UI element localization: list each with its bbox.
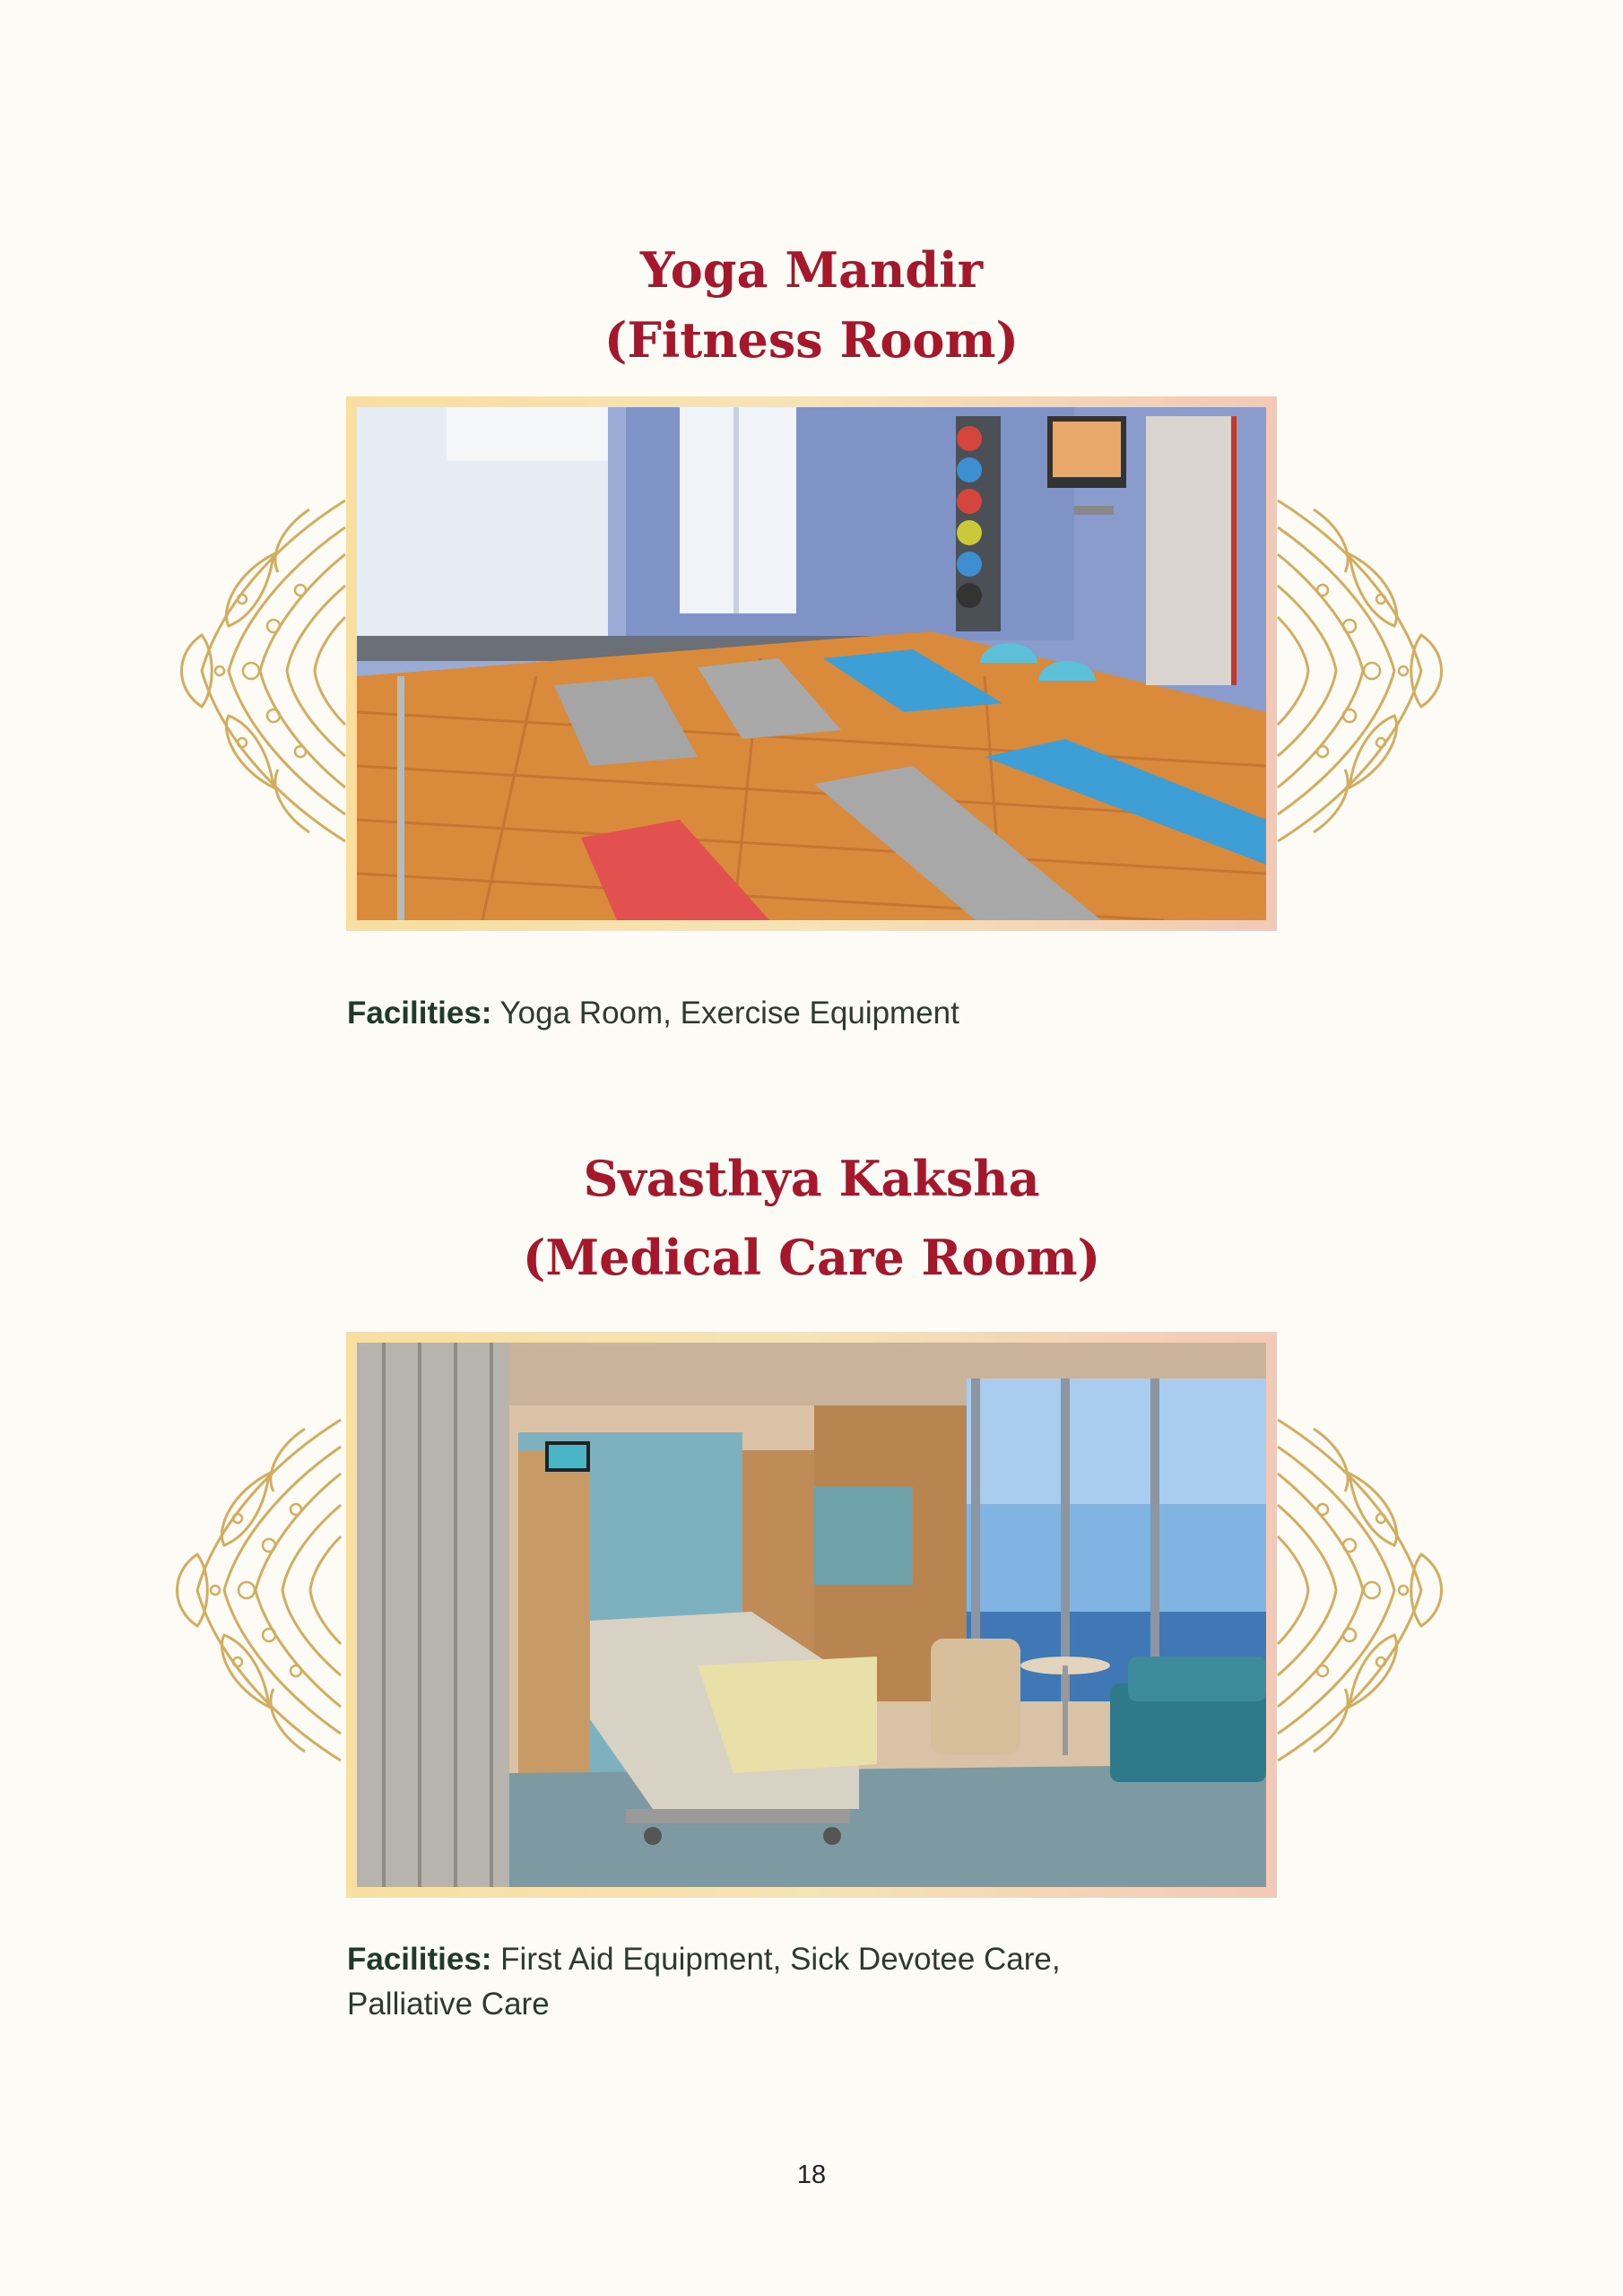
section-2-title-line2: (Medical Care Room) (522, 1229, 1101, 1286)
section-2-facilities (347, 1937, 1208, 2027)
mandala-left-ornament (161, 1411, 350, 1770)
section-2-facilities-label: Facilities: (347, 1942, 492, 1977)
fitness-room-photo-frame (346, 396, 1277, 931)
section-2-facilities-text-line2: Palliative Care (347, 1987, 550, 2022)
section-2-facilities-text: First Aid Equipment, Sick Devotee Care, (491, 1942, 1061, 1977)
medical-care-room-photo (357, 1343, 1266, 1887)
section-2-title-line1: Svasthya Kaksha (583, 1150, 1040, 1207)
page-number: 18 (796, 2161, 827, 2189)
section-1-facilities-label: Facilities: (347, 996, 492, 1031)
fitness-room-photo (357, 407, 1266, 920)
section-1-title-line1: Yoga Mandir (639, 241, 984, 299)
mandala-right-ornament (1269, 491, 1457, 850)
section-1-facilities-text: Yoga Room, Exercise Equipment (491, 996, 959, 1031)
section-1-title-line2: (Fitness Room) (603, 311, 1020, 369)
section-2-title (0, 1139, 1623, 1297)
mandala-right-ornament (1269, 1411, 1457, 1770)
section-1-title (0, 235, 1623, 375)
mandala-left-ornament (166, 491, 354, 850)
section-1-facilities (347, 991, 1208, 1036)
medical-room-photo-frame (346, 1332, 1277, 1898)
